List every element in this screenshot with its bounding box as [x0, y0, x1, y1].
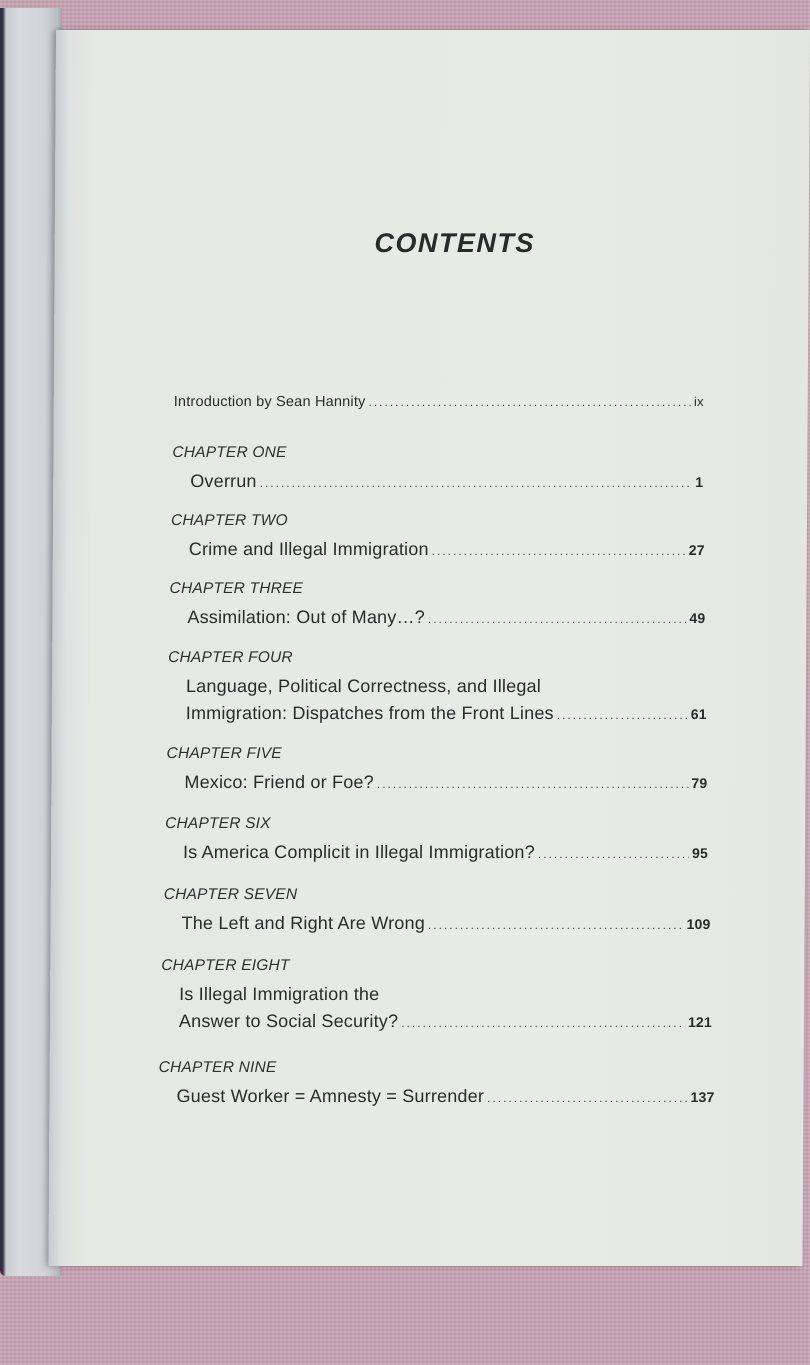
toc-entry-title: Introduction by Sean Hannity: [173, 394, 366, 410]
chapter-label: CHAPTER EIGHT: [161, 957, 290, 974]
toc-page-number: 109: [686, 916, 711, 932]
dot-leader: [368, 389, 691, 416]
dot-leader: [538, 841, 689, 868]
dot-leader: [401, 1010, 685, 1037]
dot-leader: [428, 606, 687, 633]
chapter-label: CHAPTER FOUR: [168, 649, 293, 666]
toc-entry-title: The Left and Right Are Wrong: [181, 913, 426, 933]
toc-entry-title: Immigration: Dispatches from the Front Lines: [185, 703, 554, 723]
toc-page-number: 95: [691, 845, 709, 861]
toc-entry-chapter-six: [165, 815, 708, 868]
chapter-label: CHAPTER ONE: [172, 444, 287, 461]
book-page: [48, 30, 810, 1266]
toc-page-number: 61: [690, 706, 707, 722]
chapter-label: CHAPTER THREE: [169, 580, 304, 597]
dot-leader: [432, 538, 686, 565]
dot-leader: [428, 912, 684, 939]
toc-page-number: 79: [691, 775, 708, 791]
toc-entry-title: Answer to Social Security?: [178, 1011, 399, 1031]
toc-entry-chapter-two: [171, 512, 705, 565]
toc-page-number: 27: [688, 542, 705, 558]
toc-entry-title: Is America Complicit in Illegal Immigration?: [182, 842, 535, 862]
dot-leader: [377, 771, 689, 798]
toc-entry-title: Assimilation: Out of Many…?: [187, 607, 425, 627]
toc-entry-chapter-nine: [158, 1059, 714, 1112]
toc-page-number: 137: [690, 1089, 715, 1105]
chapter-label: CHAPTER SEVEN: [163, 886, 298, 903]
toc-entry-title-line: Is Illegal Immigration the: [179, 984, 380, 1004]
chapter-label: CHAPTER FIVE: [166, 745, 282, 762]
toc-page-number: ix: [693, 394, 704, 409]
toc-entry-title: Overrun: [190, 471, 257, 491]
chapter-label: CHAPTER SIX: [165, 815, 271, 832]
toc-page-number: 1: [695, 474, 704, 490]
toc-page-number: 49: [689, 610, 706, 626]
dot-leader: [260, 470, 693, 497]
toc-entry-title: Mexico: Friend or Foe?: [184, 772, 374, 792]
dot-leader: [557, 702, 688, 729]
page-title: CONTENTS: [374, 228, 536, 258]
toc-entry-chapter-four: [168, 649, 707, 729]
toc-entry-chapter-three: [169, 580, 705, 633]
toc-entry-chapter-one: [172, 444, 703, 497]
toc-entry-chapter-seven: [163, 886, 710, 939]
toc-entry-chapter-five: [166, 745, 707, 798]
toc-entry-title: Crime and Illegal Immigration: [188, 539, 429, 559]
toc-entry-introduction: [174, 388, 704, 416]
chapter-label: CHAPTER NINE: [158, 1059, 277, 1076]
toc-page-number: 121: [687, 1014, 712, 1030]
dot-leader: [487, 1085, 688, 1112]
chapter-label: CHAPTER TWO: [170, 512, 288, 529]
toc-entry-title: Guest Worker = Amnesty = Surrender: [176, 1086, 485, 1106]
toc-entry-chapter-eight: [161, 957, 712, 1037]
toc-entry-title-line: Language, Political Correctness, and Illegal: [185, 676, 542, 696]
